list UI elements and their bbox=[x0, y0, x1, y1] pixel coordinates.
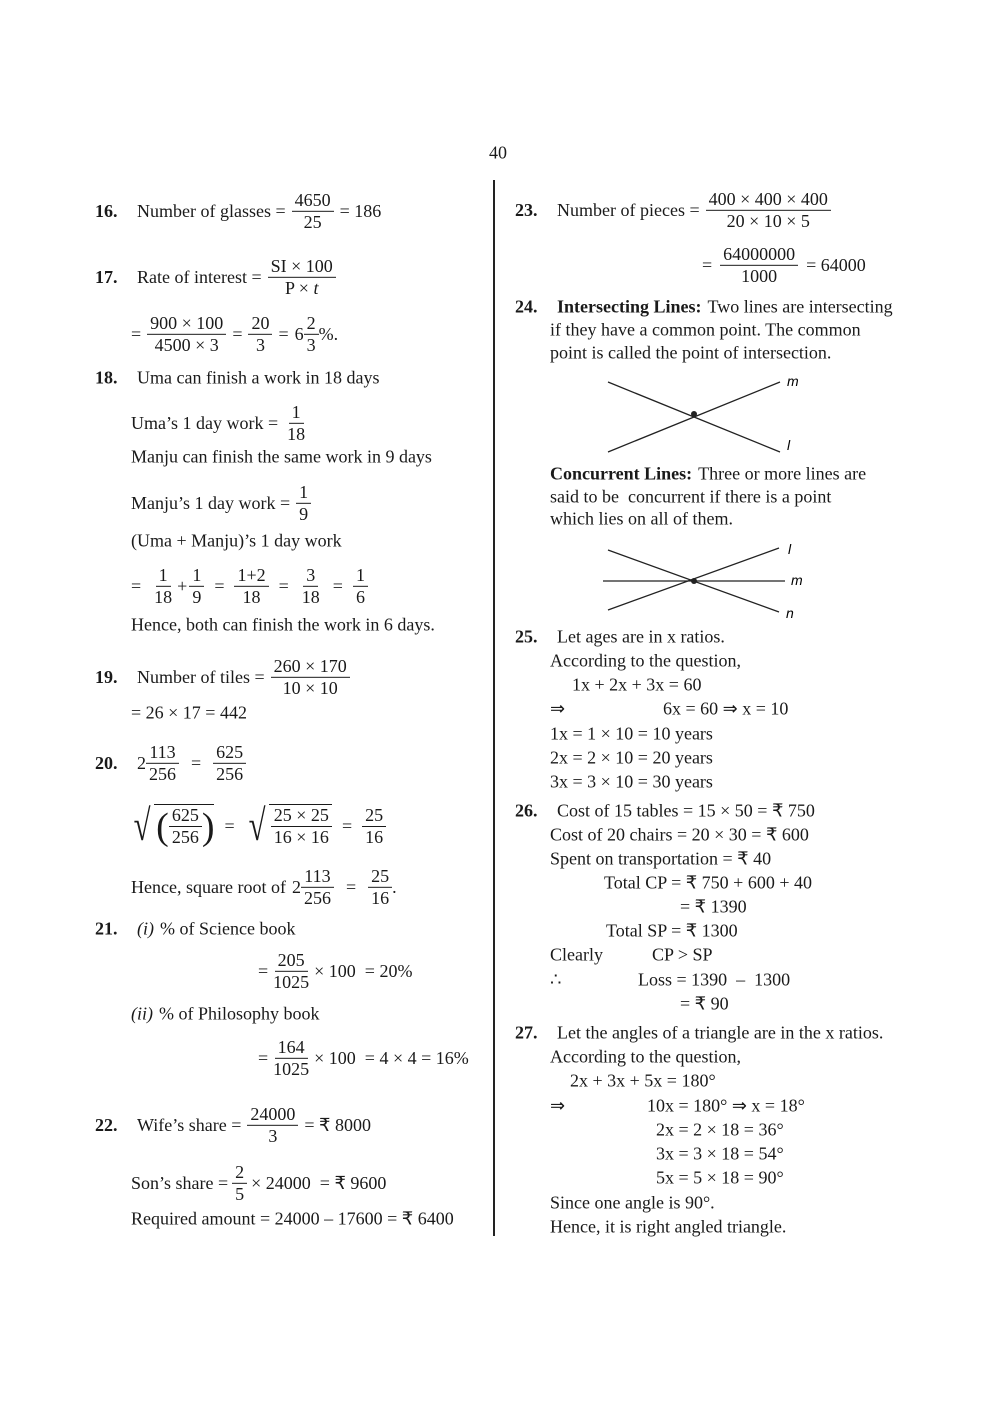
q19-line bbox=[131, 703, 247, 724]
text: Two lines are intersecting bbox=[707, 296, 893, 317]
q27 bbox=[515, 1023, 883, 1044]
text: 3x = 3 × 10 = 30 years bbox=[550, 771, 713, 792]
q25-line bbox=[663, 699, 788, 720]
implies-icon: ⇒ bbox=[550, 698, 566, 719]
q25-line bbox=[550, 724, 713, 745]
text: Number of glasses = bbox=[137, 200, 286, 221]
denominator: 6 bbox=[355, 586, 365, 607]
text: P × bbox=[284, 277, 309, 298]
q17-line2 bbox=[131, 313, 338, 355]
text: point is called the point of intersection. bbox=[550, 342, 832, 363]
q21 bbox=[95, 919, 295, 940]
numerator: 164 bbox=[275, 1037, 308, 1059]
numerator: 1+2 bbox=[234, 565, 268, 587]
q20 bbox=[95, 742, 246, 784]
q24-line bbox=[550, 464, 866, 485]
denominator: 16 × 16 bbox=[273, 827, 329, 847]
q22-line bbox=[131, 1209, 454, 1230]
text: Cost of 15 tables = 15 × 50 = ₹ 750 bbox=[557, 800, 815, 821]
text: Hence, square root of bbox=[131, 876, 286, 897]
text: said to be concurrent if there is a point bbox=[550, 486, 832, 507]
text: Cost of 20 chairs = 20 × 30 = ₹ 600 bbox=[550, 824, 809, 845]
q-number: 25. bbox=[515, 626, 538, 647]
numerator: 400 × 400 × 400 bbox=[706, 189, 831, 211]
q24 bbox=[515, 297, 893, 318]
therefore-icon: ∴ bbox=[550, 969, 562, 990]
text: Rate of interest = bbox=[137, 266, 262, 287]
numerator: 1 bbox=[296, 482, 311, 504]
denominator: 256 bbox=[216, 763, 244, 784]
text: Spent on transportation = ₹ 40 bbox=[550, 848, 772, 869]
text: Wife’s share = bbox=[137, 1114, 242, 1135]
text: = bbox=[191, 752, 202, 773]
q27-line bbox=[550, 1193, 715, 1214]
text: = bbox=[345, 876, 357, 897]
denominator: 9 bbox=[299, 503, 309, 524]
text: = ₹ 90 bbox=[680, 993, 729, 1014]
text: 10x = 180° ⇒ x = 18° bbox=[647, 1095, 805, 1116]
q24-line bbox=[550, 343, 831, 364]
denominator: 256 bbox=[149, 763, 176, 784]
text: = ₹ 8000 bbox=[304, 1114, 371, 1135]
text: Total SP = ₹ 1300 bbox=[606, 920, 738, 941]
fraction bbox=[169, 805, 202, 847]
q27-line bbox=[550, 1096, 565, 1117]
page-number: 40 bbox=[489, 142, 507, 163]
fraction bbox=[299, 565, 323, 607]
fraction bbox=[151, 565, 175, 607]
q23 bbox=[515, 189, 831, 231]
text: Let ages are in x ratios. bbox=[557, 626, 725, 647]
text: = 64000 bbox=[806, 254, 866, 275]
text: 6x = 60 ⇒ x = 10 bbox=[663, 698, 789, 719]
q18-line bbox=[131, 565, 368, 607]
text: Manju’s 1 day work = bbox=[131, 492, 291, 513]
denominator: 256 bbox=[303, 887, 331, 908]
text: 2 bbox=[291, 876, 301, 897]
q-number: 20. bbox=[95, 752, 118, 773]
denominator: 3 bbox=[255, 334, 265, 355]
text: Let the angles of a triangle are in the x ratios. bbox=[557, 1022, 884, 1043]
text: %. bbox=[318, 323, 339, 344]
radicand bbox=[269, 804, 332, 847]
numerator: 205 bbox=[275, 950, 308, 972]
text: which lies on all of them. bbox=[550, 508, 733, 529]
q27-line bbox=[656, 1144, 784, 1165]
q25-line bbox=[550, 651, 741, 672]
text: % of Science book bbox=[160, 918, 296, 939]
text: 5x = 5 × 18 = 90° bbox=[656, 1167, 784, 1188]
q27-line bbox=[656, 1120, 784, 1141]
numerator: 900 × 100 bbox=[147, 313, 226, 335]
fraction bbox=[232, 1162, 247, 1204]
term: Intersecting Lines: bbox=[557, 296, 702, 317]
numerator: 625 bbox=[213, 742, 246, 764]
q26-line bbox=[652, 945, 713, 966]
text: Total CP = ₹ 750 + 600 + 40 bbox=[604, 872, 812, 893]
numerator: 2 bbox=[232, 1162, 247, 1184]
label-l: l bbox=[788, 541, 792, 557]
text: % of Philosophy book bbox=[159, 1003, 320, 1024]
q26-line bbox=[604, 873, 812, 894]
fraction bbox=[271, 805, 332, 847]
text: 1x + 2x + 3x = 60 bbox=[572, 674, 702, 695]
q26-line bbox=[606, 921, 738, 942]
fraction bbox=[706, 189, 831, 231]
text: = bbox=[278, 323, 289, 344]
concurrency-point bbox=[691, 578, 697, 584]
numerator: 1 bbox=[289, 402, 304, 424]
fraction bbox=[270, 1037, 312, 1079]
q-number: 21. bbox=[95, 918, 118, 939]
q18-line bbox=[131, 447, 432, 468]
label-l: l bbox=[787, 437, 791, 453]
label-m: m bbox=[791, 572, 803, 588]
text: = bbox=[232, 323, 243, 344]
q21-line bbox=[131, 1004, 320, 1025]
fraction bbox=[296, 482, 311, 524]
text: Manju can finish the same work in 9 days bbox=[131, 446, 432, 467]
q16 bbox=[95, 190, 381, 232]
label-m: m bbox=[787, 373, 799, 389]
numerator: SI × 100 bbox=[268, 256, 336, 278]
text: = bbox=[702, 254, 713, 275]
paren-icon: ( bbox=[156, 805, 169, 848]
numerator: 25 × 25 bbox=[271, 805, 332, 827]
denominator: 18 bbox=[242, 586, 261, 607]
text: Clearly bbox=[550, 944, 603, 965]
q25-line bbox=[550, 699, 565, 720]
denominator: 18 bbox=[287, 423, 306, 444]
q17 bbox=[95, 256, 336, 298]
q-number: 16. bbox=[95, 200, 118, 221]
text: Uma can finish a work in 18 days bbox=[137, 367, 380, 388]
denominator: 16 bbox=[365, 826, 384, 847]
q-number: 26. bbox=[515, 800, 538, 821]
text: According to the question, bbox=[550, 650, 741, 671]
term: Concurrent Lines: bbox=[550, 463, 693, 484]
q-number: 27. bbox=[515, 1022, 538, 1043]
numerator: 25 bbox=[362, 805, 386, 827]
text: × 100 = 4 × 4 = 16% bbox=[314, 1047, 469, 1068]
q25-line bbox=[550, 748, 713, 769]
numerator: 113 bbox=[301, 866, 333, 888]
text: t bbox=[313, 277, 319, 298]
fraction bbox=[270, 950, 312, 992]
q26-line bbox=[550, 825, 809, 846]
fraction bbox=[292, 190, 334, 232]
q-number: 19. bbox=[95, 666, 118, 687]
text: if they have a common point. The common bbox=[550, 319, 861, 340]
text: 2x = 2 × 10 = 20 years bbox=[550, 747, 713, 768]
denominator: 256 bbox=[171, 827, 199, 847]
q18-line bbox=[131, 615, 435, 636]
text: = bbox=[224, 815, 235, 836]
q22 bbox=[95, 1104, 371, 1146]
q25 bbox=[515, 627, 725, 648]
denominator: 20 × 10 × 5 bbox=[726, 210, 810, 231]
q26 bbox=[515, 801, 815, 822]
fraction bbox=[234, 565, 268, 607]
text: (Uma + Manju)’s 1 day work bbox=[131, 530, 342, 551]
denominator: 4500 × 3 bbox=[154, 334, 219, 355]
denominator: 18 bbox=[154, 586, 173, 607]
q24-line bbox=[550, 487, 831, 508]
denominator: 3 bbox=[306, 334, 316, 355]
text: Uma’s 1 day work = bbox=[131, 412, 279, 433]
text: 3x = 3 × 18 = 54° bbox=[656, 1143, 784, 1164]
denominator: 25 bbox=[303, 211, 322, 232]
q18 bbox=[95, 368, 379, 389]
denominator: 10 × 10 bbox=[282, 677, 338, 698]
column-divider bbox=[493, 180, 495, 1236]
fraction bbox=[304, 313, 319, 355]
denominator bbox=[282, 278, 322, 299]
text: 1x = 1 × 10 = 10 years bbox=[550, 723, 713, 744]
text: = 186 bbox=[339, 200, 382, 221]
q25-line bbox=[572, 675, 701, 696]
fraction bbox=[271, 656, 350, 698]
text: = bbox=[131, 575, 142, 596]
q26-line bbox=[638, 970, 790, 991]
text: Required amount = 24000 – 17600 = ₹ 6400 bbox=[131, 1208, 454, 1229]
q23-line bbox=[702, 244, 866, 286]
text: + bbox=[177, 575, 188, 596]
q26-line bbox=[550, 945, 603, 966]
text: . bbox=[392, 876, 397, 897]
square-root bbox=[130, 801, 215, 850]
numerator: 25 bbox=[368, 866, 392, 888]
intersecting-lines-figure bbox=[600, 370, 820, 460]
numerator: 260 × 170 bbox=[271, 656, 350, 678]
text: 6 bbox=[294, 323, 304, 344]
text: (i) bbox=[137, 918, 154, 939]
q21-line bbox=[258, 1037, 469, 1079]
q27-line bbox=[656, 1168, 784, 1189]
numerator: 4650 bbox=[292, 190, 334, 212]
q19 bbox=[95, 656, 350, 698]
fraction bbox=[362, 805, 386, 847]
text: CP > SP bbox=[652, 944, 713, 965]
q26-line bbox=[680, 994, 729, 1015]
fraction bbox=[368, 866, 392, 908]
q26-line bbox=[680, 897, 747, 918]
radical-icon: √ bbox=[133, 801, 151, 850]
text: = 26 × 17 = 442 bbox=[131, 702, 247, 723]
numerator: 1 bbox=[156, 565, 171, 587]
text: Hence, it is right angled triangle. bbox=[550, 1216, 787, 1237]
denominator: 18 bbox=[301, 586, 320, 607]
text: Number of pieces = bbox=[557, 199, 700, 220]
radical-icon: √ bbox=[248, 801, 266, 850]
concurrent-lines-figure bbox=[595, 540, 820, 620]
numerator: 1 bbox=[189, 565, 204, 587]
numerator: 3 bbox=[303, 565, 318, 587]
q20-line bbox=[130, 801, 386, 850]
text: Number of tiles = bbox=[137, 666, 265, 687]
label-n: n bbox=[786, 605, 794, 620]
denominator: 16 bbox=[371, 887, 390, 908]
numerator: 2 bbox=[304, 313, 319, 335]
q18-line bbox=[131, 531, 342, 552]
text: = bbox=[214, 575, 225, 596]
text: (ii) bbox=[131, 1003, 153, 1024]
denominator: 1025 bbox=[273, 1058, 310, 1079]
square-root bbox=[245, 801, 332, 850]
q27-line bbox=[647, 1096, 805, 1117]
text: Son’s share = bbox=[131, 1172, 229, 1193]
numerator: 24000 bbox=[247, 1104, 298, 1126]
fraction bbox=[146, 742, 179, 784]
text: Three or more lines are bbox=[698, 463, 867, 484]
fraction bbox=[268, 256, 336, 298]
text: 2x = 2 × 18 = 36° bbox=[656, 1119, 784, 1140]
text: × 100 = 20% bbox=[314, 960, 413, 981]
q-number: 23. bbox=[515, 199, 538, 220]
q24-line bbox=[550, 320, 861, 341]
fraction bbox=[720, 244, 798, 286]
text: Hence, both can finish the work in 6 days. bbox=[131, 614, 435, 635]
numerator: 1 bbox=[353, 565, 368, 587]
text: 2 bbox=[137, 752, 146, 773]
numerator: 64000000 bbox=[720, 244, 798, 266]
q25-line bbox=[550, 772, 713, 793]
fraction bbox=[213, 742, 246, 784]
text: = bbox=[131, 323, 142, 344]
text: = bbox=[278, 575, 289, 596]
text: × 24000 = ₹ 9600 bbox=[251, 1172, 387, 1193]
q26-line bbox=[550, 849, 771, 870]
denominator: 1000 bbox=[741, 265, 778, 286]
q22-line bbox=[131, 1162, 386, 1204]
numerator: 20 bbox=[248, 313, 272, 335]
text: Loss = 1390 – 1300 bbox=[638, 969, 791, 990]
q-number: 24. bbox=[515, 296, 538, 317]
fraction bbox=[189, 565, 204, 607]
q20-line bbox=[131, 866, 397, 908]
q21-line bbox=[258, 950, 412, 992]
q-number: 18. bbox=[95, 367, 118, 388]
denominator: 5 bbox=[235, 1183, 245, 1204]
paren-icon: ) bbox=[201, 805, 215, 848]
denominator: 1025 bbox=[273, 971, 310, 992]
q-number: 17. bbox=[95, 266, 118, 287]
fraction bbox=[248, 313, 272, 355]
text: = bbox=[332, 575, 343, 596]
q27-line bbox=[570, 1071, 716, 1092]
text: = bbox=[341, 815, 353, 836]
denominator: 9 bbox=[192, 586, 202, 607]
text: Since one angle is 90°. bbox=[550, 1192, 715, 1213]
text: 2x + 3x + 5x = 180° bbox=[570, 1070, 716, 1091]
q18-line bbox=[131, 482, 311, 524]
radicand bbox=[154, 804, 214, 847]
q27-line bbox=[550, 1217, 786, 1238]
text: = bbox=[258, 960, 269, 981]
q18-line bbox=[131, 402, 308, 444]
fraction bbox=[284, 402, 308, 444]
q24-line bbox=[550, 509, 733, 530]
q26-line bbox=[550, 970, 561, 991]
text: According to the question, bbox=[550, 1046, 741, 1067]
q27-line bbox=[550, 1047, 741, 1068]
intersection-point bbox=[691, 411, 697, 417]
text: = bbox=[258, 1047, 269, 1068]
fraction bbox=[301, 866, 334, 908]
fraction bbox=[147, 313, 226, 355]
fraction bbox=[247, 1104, 298, 1146]
implies-icon: ⇒ bbox=[550, 1095, 566, 1116]
numerator: 113 bbox=[146, 742, 178, 764]
text: = ₹ 1390 bbox=[680, 896, 747, 917]
fraction bbox=[353, 565, 368, 607]
q-number: 22. bbox=[95, 1114, 118, 1135]
denominator: 3 bbox=[268, 1125, 278, 1146]
numerator: 625 bbox=[169, 805, 202, 827]
